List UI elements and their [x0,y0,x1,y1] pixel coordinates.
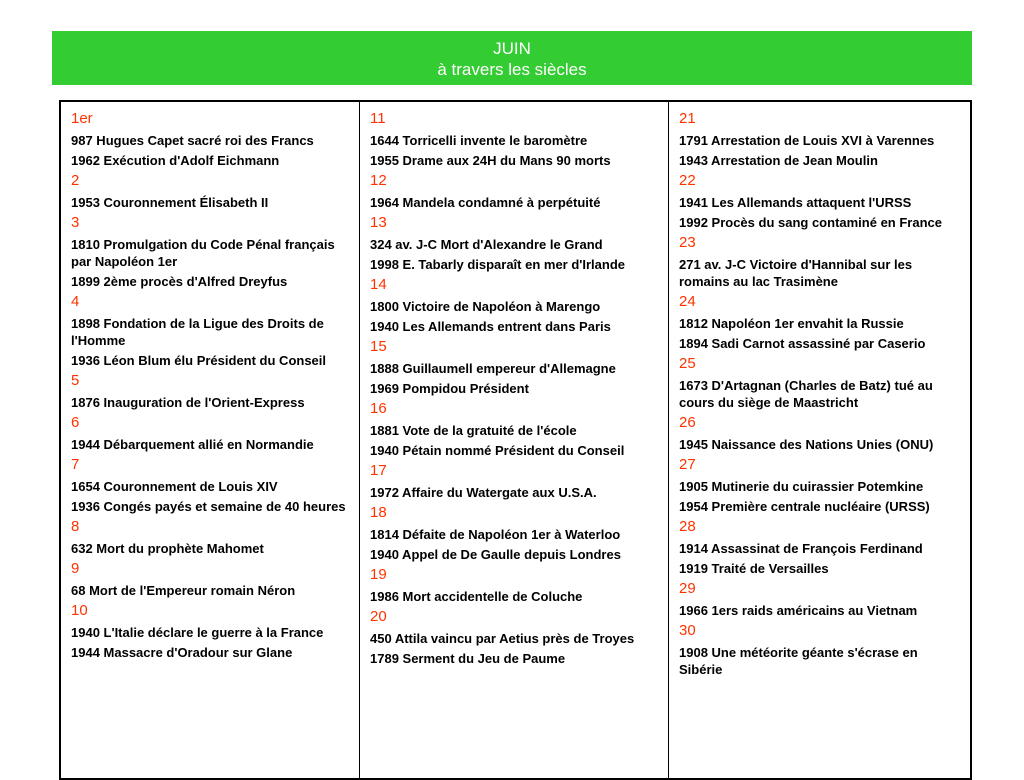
event-entry: 1998 E. Tabarly disparaît en mer d'Irlande [370,257,626,272]
column-days-1-10 [61,102,359,778]
day-number: 13 [370,214,387,231]
event-entry: 1654 Couronnement de Louis XIV [71,479,278,494]
event-entry: 1644 Torricelli invente le baromètre [370,133,588,148]
day-number: 22 [679,172,696,189]
event-entry: 1972 Affaire du Watergate aux U.S.A. [370,485,597,500]
event-entry: 1953 Couronnement Élisabeth II [71,195,269,210]
event-entry: 1894 Sadi Carnot assassiné par Caserio [679,336,926,351]
event-entry: 324 av. J-C Mort d'Alexandre le Grand [370,237,603,252]
event-entry: 1789 Serment du Jeu de Paume [370,651,566,666]
title-banner [52,31,972,85]
day-number: 12 [370,172,387,189]
event-entry: 1962 Exécution d'Adolf Eichmann [71,153,280,168]
event-entry: 1943 Arrestation de Jean Moulin [679,153,878,168]
events-table [59,100,972,780]
event-entry: 1898 Fondation de la Ligue des Droits de l'Homme [71,316,324,348]
event-entry: 1810 Promulgation du Code Pénal français par Napoléon 1er [71,237,335,269]
day-number: 7 [71,456,80,473]
day-number: 20 [370,608,387,625]
event-entry: 1940 Les Allemands entrent dans Paris [370,319,611,334]
event-entry: 1881 Vote de la gratuité de l'école [370,423,577,438]
day-number: 23 [679,234,696,251]
event-entry: 1791 Arrestation de Louis XVI à Varennes [679,133,935,148]
day-number: 28 [679,518,696,535]
event-entry: 1941 Les Allemands attaquent l'URSS [679,195,912,210]
event-entry: 1919 Traité de Versailles [679,561,829,576]
event-entry: 68 Mort de l'Empereur romain Néron [71,583,296,598]
day-number: 15 [370,338,387,355]
event-entry: 1936 Léon Blum élu Président du Conseil [71,353,327,368]
day-number: 5 [71,372,80,389]
page-title: JUIN [493,39,531,58]
event-entry: 1812 Napoléon 1er envahit la Russie [679,316,904,331]
event-entry: 450 Attila vaincu par Aetius près de Troyes [370,631,635,646]
day-number: 9 [71,560,80,577]
page-subtitle: à travers les siècles [437,60,587,79]
event-entry: 1908 Une météorite géante s'écrase en Sibérie [679,645,918,677]
column-days-11-20 [359,102,668,778]
day-number: 27 [679,456,696,473]
event-entry: 1964 Mandela condamné à perpétuité [370,195,601,210]
event-entry: 1944 Débarquement allié en Normandie [71,437,314,452]
event-entry: 1945 Naissance des Nations Unies (ONU) [679,437,934,452]
event-entry: 1899 2ème procès d'Alfred Dreyfus [71,274,288,289]
day-number: 21 [679,110,696,127]
day-number: 19 [370,566,387,583]
event-entry: 271 av. J-C Victoire d'Hannibal sur les romains au lac Trasimène [679,257,913,289]
day-number: 10 [71,602,88,619]
event-entry: 632 Mort du prophète Mahomet [71,541,264,556]
event-entry: 1888 Guillaumell empereur d'Allemagne [370,361,616,376]
event-entry: 987 Hugues Capet sacré roi des Francs [71,133,314,148]
event-entry: 1966 1ers raids américains au Vietnam [679,603,918,618]
day-number: 14 [370,276,387,293]
event-entry: 1940 Appel de De Gaulle depuis Londres [370,547,621,562]
day-number: 1er [71,110,93,127]
day-number: 18 [370,504,387,521]
event-entry: 1673 D'Artagnan (Charles de Batz) tué au cours du siège de Maastricht [679,378,933,410]
column-days-21-30 [668,102,970,778]
event-entry: 1905 Mutinerie du cuirassier Potemkine [679,479,924,494]
event-entry: 1876 Inauguration de l'Orient-Express [71,395,305,410]
event-entry: 1955 Drame aux 24H du Mans 90 morts [370,153,611,168]
day-number: 26 [679,414,696,431]
event-entry: 1969 Pompidou Président [370,381,529,396]
day-number: 8 [71,518,80,535]
event-entry: 1944 Massacre d'Oradour sur Glane [71,645,293,660]
day-number: 16 [370,400,387,417]
event-entry: 1800 Victoire de Napoléon à Marengo [370,299,601,314]
event-entry: 1940 Pétain nommé Président du Conseil [370,443,625,458]
event-entry: 1954 Première centrale nucléaire (URSS) [679,499,930,514]
event-entry: 1986 Mort accidentelle de Coluche [370,589,583,604]
event-entry: 1936 Congés payés et semaine de 40 heures [71,499,346,514]
day-number: 11 [370,110,386,127]
day-number: 25 [679,355,696,372]
event-entry: 1814 Défaite de Napoléon 1er à Waterloo [370,527,621,542]
day-number: 29 [679,580,696,597]
day-number: 6 [71,414,80,431]
event-entry: 1940 L'Italie déclare le guerre à la France [71,625,324,640]
event-entry: 1914 Assassinat de François Ferdinand [679,541,923,556]
day-number: 4 [71,293,80,310]
day-number: 3 [71,214,80,231]
day-number: 17 [370,462,387,479]
event-entry: 1992 Procès du sang contaminé en France [679,215,942,230]
day-number: 24 [679,293,696,310]
day-number: 2 [71,172,80,189]
day-number: 30 [679,622,696,639]
